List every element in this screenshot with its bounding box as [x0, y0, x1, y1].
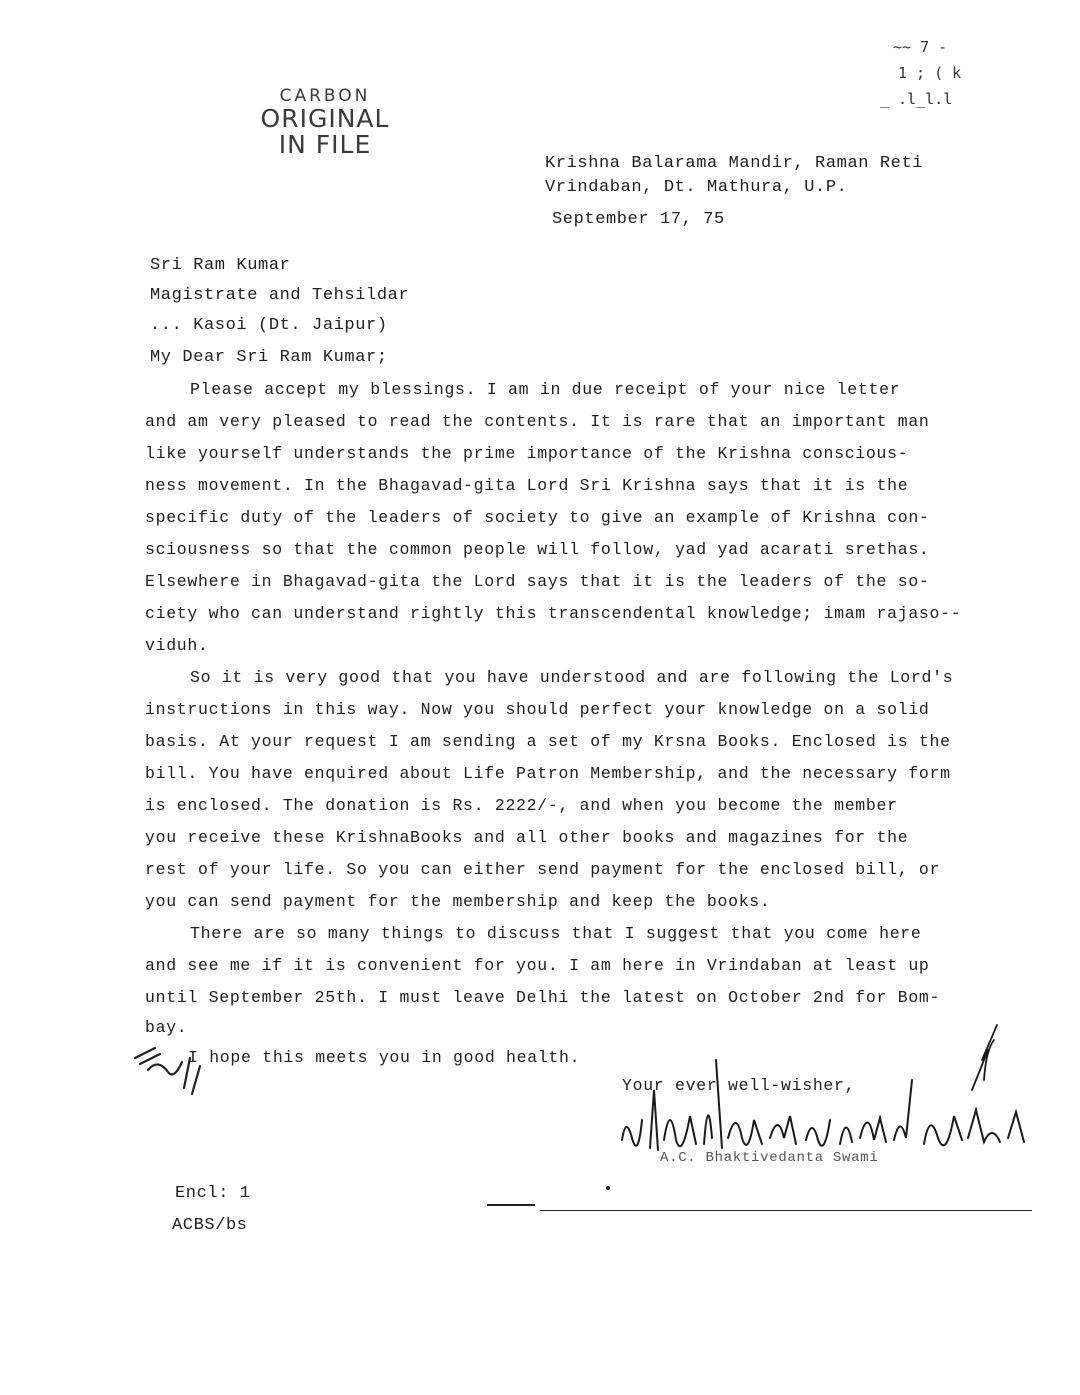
paragraph-line: Elsewhere in Bhagavad-gita the Lord says that it is the leaders of the so-: [145, 572, 930, 591]
corner-mark-2: 1 ; ( k: [898, 64, 962, 82]
paragraph-line: bay.: [145, 1018, 188, 1037]
paragraph-line: viduh.: [145, 636, 209, 655]
ink-dot: [606, 1186, 610, 1190]
paragraph-line: basis. At your request I am sending a set of my Krsna Books. Enclosed is the: [145, 732, 951, 751]
paragraph-line: like yourself understands the prime importance of the Krishna conscious-: [145, 444, 909, 463]
paragraph-line: and am very pleased to read the contents. It is rare that an important man: [145, 412, 930, 431]
paragraph-line: and see me if it is convenient for you. I am here in Vrindaban at least up: [145, 956, 930, 975]
paragraph-line: So it is very good that you have understood and are following the Lord's: [190, 668, 954, 687]
stamp-line-in-file: IN FILE: [278, 130, 372, 160]
paragraph-line: bill. You have enquired about Life Patron Membership, and the necessary form: [145, 764, 951, 783]
paragraph-line: ness movement. In the Bhagavad-gita Lord Sri Krishna says that it is the: [145, 476, 909, 495]
paragraph-line: you receive these KrishnaBooks and all other books and magazines for the: [145, 828, 909, 847]
paragraph-line: until September 25th. I must leave Delhi the latest on October 2nd for Bom-: [145, 988, 941, 1007]
paragraph-line: you can send payment for the membership and keep the books.: [145, 892, 771, 911]
paragraph-line: There are so many things to discuss that I suggest that you come here: [190, 924, 922, 943]
stamp-line-original: ORIGINAL: [260, 103, 390, 133]
paragraph-line: sciousness so that the common people will follow, yad yad acarati srethas.: [145, 540, 930, 559]
handwritten-initials-mark: [130, 1028, 220, 1098]
paragraph-line: ciety who can understand rightly this transcendental knowledge; imam rajaso--: [145, 604, 962, 623]
paragraph-line: rest of your life. So you can either send payment for the enclosed bill, or: [145, 860, 941, 879]
corner-mark-3: _ .l_l.l: [880, 90, 953, 108]
reference-initials: ACBS/bs: [172, 1216, 248, 1235]
recipient-location: ... Kasoi (Dt. Jaipur): [150, 316, 388, 335]
letter-date: September 17, 75: [552, 210, 725, 229]
salutation: My Dear Sri Ram Kumar;: [150, 348, 388, 367]
stamp-line-carbon: CARBON: [279, 86, 371, 106]
sender-address-line-1: Krishna Balarama Mandir, Raman Reti: [545, 154, 924, 173]
paragraph-line: Please accept my blessings. I am in due receipt of your nice letter: [190, 380, 901, 399]
closing-line: I hope this meets you in good health.: [188, 1048, 581, 1067]
recipient-name: Sri Ram Kumar: [150, 256, 291, 275]
paragraph-line: specific duty of the leaders of society to give an example of Krishna con-: [145, 508, 930, 527]
handwritten-signature: [612, 1020, 1042, 1170]
recipient-title: Magistrate and Tehsildar: [150, 286, 410, 305]
carbon-stamp: [255, 88, 395, 158]
enclosure-note: Encl: 1: [175, 1184, 251, 1203]
typed-signature: A.C. Bhaktivedanta Swami: [660, 1150, 879, 1166]
paragraph-line: instructions in this way. Now you should perfect your knowledge on a solid: [145, 700, 930, 719]
paragraph-line: is enclosed. The donation is Rs. 2222/-, and when you become the member: [145, 796, 898, 815]
signature-rule: [540, 1210, 1032, 1211]
signature-rule-left: [487, 1204, 535, 1206]
sender-address-line-2: Vrindaban, Dt. Mathura, U.P.: [545, 178, 848, 197]
valediction: Your ever well-wisher,: [622, 1076, 856, 1095]
corner-mark-1: ~~ 7 -: [893, 38, 948, 56]
